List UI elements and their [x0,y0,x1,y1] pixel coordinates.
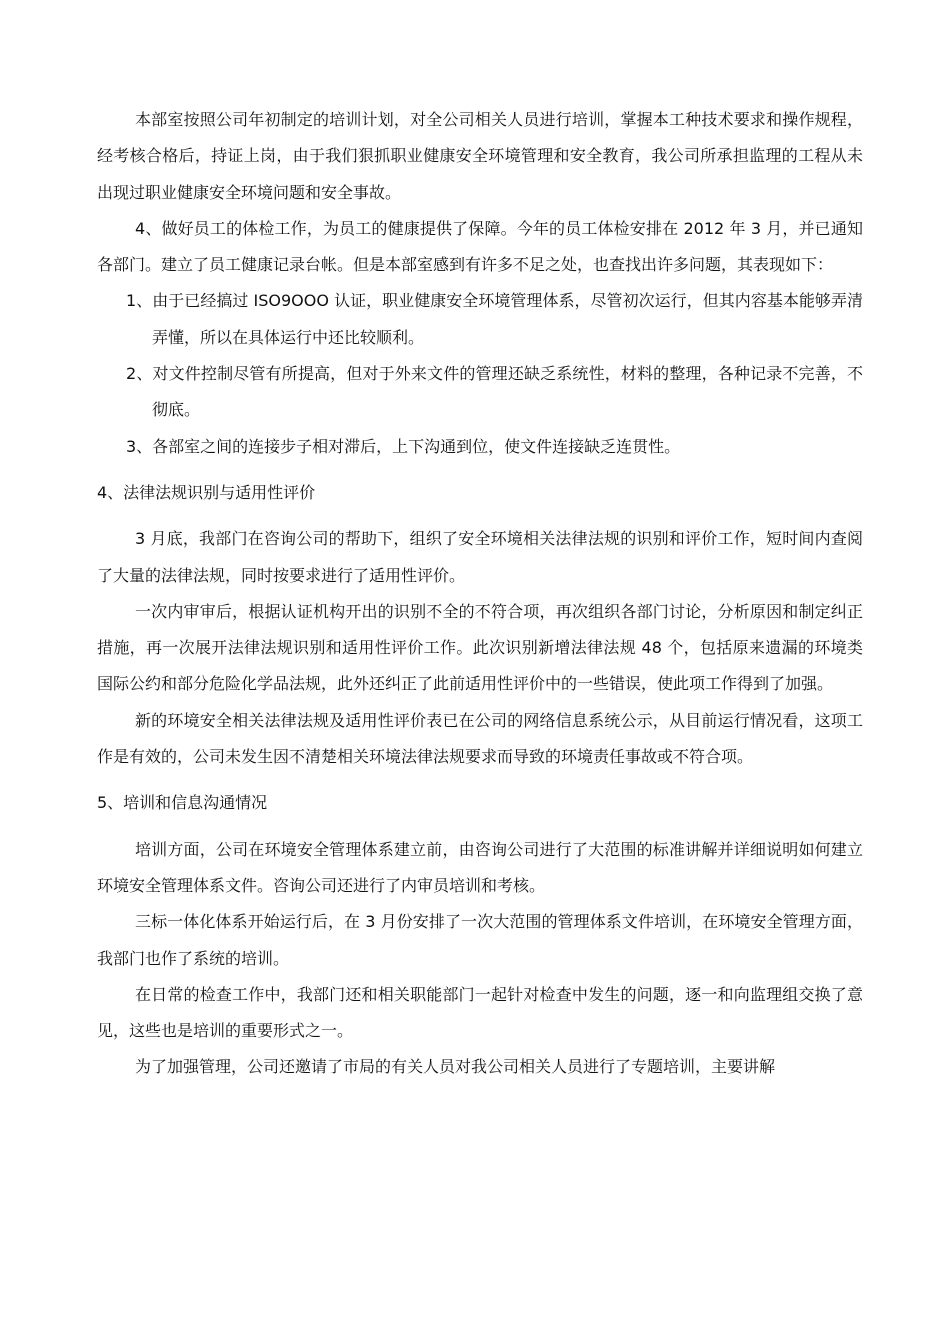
document-body [97,102,863,1086]
paragraph-special-training: 为了加强管理，公司还邀请了市局的有关人员对我公司相关人员进行了专题培训，主要讲解 [135,1057,776,1077]
paragraph-daily-inspection: 在日常的检查工作中，我部门还和相关职能部门一起针对检查中发生的问题，逐一和向监理组交换了意见，这些也是培训的重要形式之一。 [97,984,863,1041]
paragraph-training-plan: 本部室按照公司年初制定的培训计划，对全公司相关人员进行培训，掌握本工种技术要求和操作规程，经考核合格后，持证上岗，由于我们狠抓职业健康安全环境管理和安全教育，我公司所承担监理的工程从未出现过职业健康安全环境问题和安全事故。 [97,110,863,202]
section-heading-4: 4、法律法规识别与适用性评价 [97,482,316,502]
section-heading-5: 5、培训和信息沟通情况 [97,793,268,813]
list-item-2: 2、对文件控制尽管有所提高，但对于外来文件的管理还缺乏系统性，材料的整理，各种记录不完善，不彻底。 [126,364,863,420]
paragraph-health-check: 4、做好员工的体检工作，为员工的健康提供了保障。今年的员工体检安排在 2012 年 3 月，并已通知各部门。建立了员工健康记录台帐。但是本部室感到有许多不足之处，也查找出许多问题，其表现如下： [97,218,863,275]
paragraph-internal-audit: 一次内审审后，根据认证机构开出的识别不全的不符合项，再次组织各部门讨论，分析原因和制定纠正措施，再一次展开法律法规识别和适用性评价工作。此次识别新增法律法规 48 个，包括原来遗漏的环境类国际公约和部分危险化学品法规，此外还纠正了此前适用性评价中的一些错误，使此项工作得到了加强。 [97,601,863,694]
paragraph-law-publication: 新的环境安全相关法律法规及适用性评价表已在公司的网络信息系统公示，从目前运行情况看，这项工作是有效的，公司未发生因不清楚相关环境法律法规要求而导致的环境责任事故或不符合项。 [97,710,863,767]
paragraph-training-aspect: 培训方面，公司在环境安全管理体系建立前，由咨询公司进行了大范围的标准讲解并详细说明如何建立环境安全管理体系文件。咨询公司还进行了内审员培训和考核。 [97,839,863,895]
list-item-1: 1、由于已经搞过 ISO9OOO 认证，职业健康安全环境管理体系，尽管初次运行，但其内容基本能够弄清弄懂，所以在具体运行中还比较顺利。 [126,291,863,347]
paragraph-system-training: 三标一体化体系开始运行后，在 3 月份安排了一次大范围的管理体系文件培训，在环境安全管理方面，我部门也作了系统的培训。 [97,912,863,968]
list-item-3: 3、各部室之间的连接步子相对滞后，上下沟通到位，使文件连接缺乏连贯性。 [126,436,681,456]
paragraph-law-identification: 3 月底，我部门在咨询公司的帮助下，组织了安全环境相关法律法规的识别和评价工作，短时间内查阅了大量的法律法规，同时按要求进行了适用性评价。 [97,529,863,585]
